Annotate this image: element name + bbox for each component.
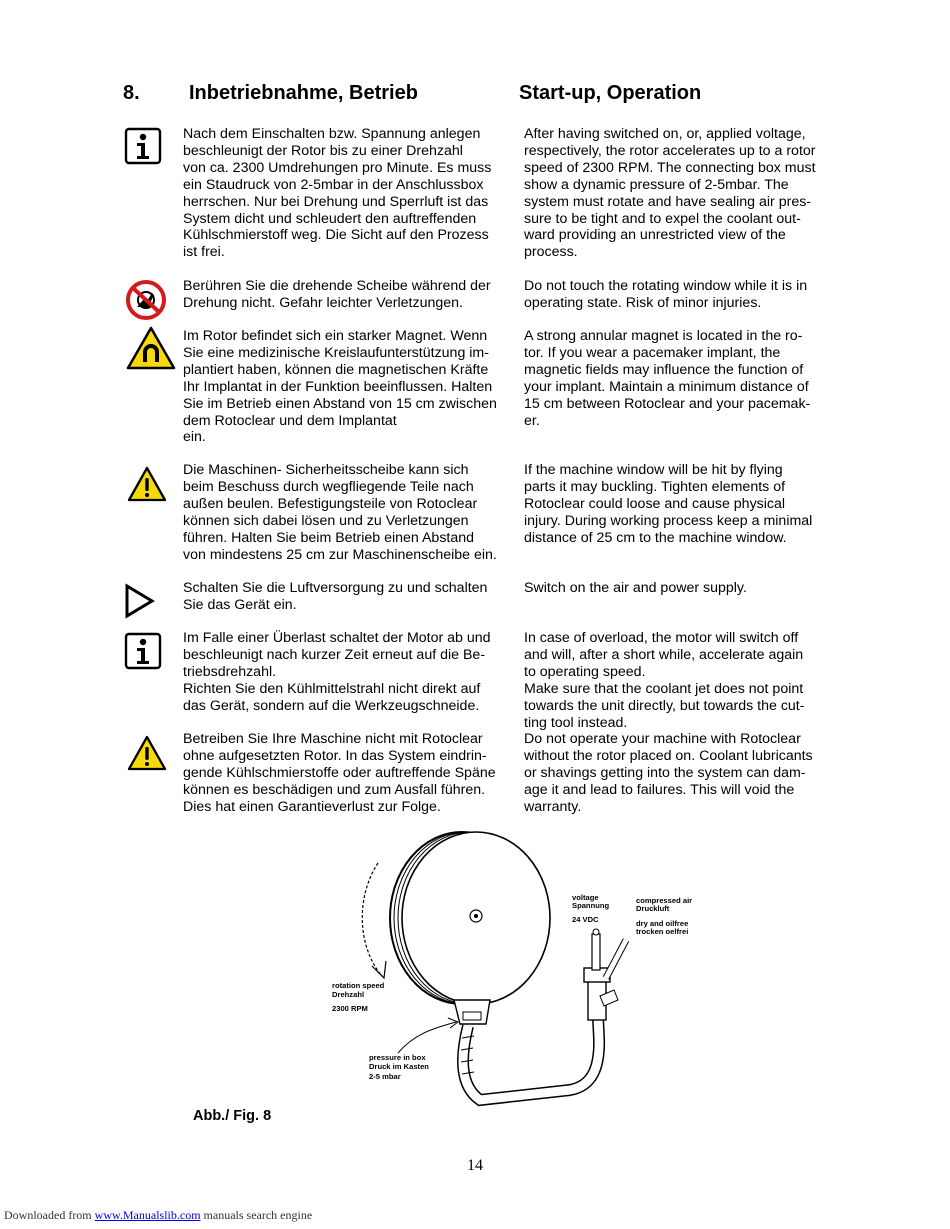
pressure-label-de: Druck im Kasten <box>369 1062 429 1071</box>
paragraph-en: A strong annular magnet is located in the ro- tor. If you wear a pacemaker implant, the magnetic fields may influence the function of your implant. Maintain a minimum distance of 15 cm between Rotoclear and your pacemak- er. <box>524 328 811 429</box>
footer-prefix: Downloaded from <box>4 1208 92 1222</box>
pressure-label-en: pressure in box <box>369 1053 426 1062</box>
paragraph-de: Im Rotor befindet sich ein starker Magnet. Wenn Sie eine medizinische Kreislaufunterstützung im- plantiert haben, können die magnetischen Kräfte Ihr Implantat in der Funktion beeinflussen. Halten Sie im Betrieb einen Abstand von 15 cm zwischen dem Rotoclear und dem Implantat ein. <box>183 328 497 446</box>
magnet-warning-icon <box>126 326 176 370</box>
no-touch-icon <box>125 279 167 321</box>
download-footer <box>4 1208 312 1223</box>
air-quality-en: dry and oilfree <box>636 919 689 928</box>
warning-icon <box>127 735 167 771</box>
air-quality-de: trocken oelfrei <box>636 927 689 936</box>
info-icon <box>124 127 162 165</box>
step-arrow-icon <box>124 583 156 619</box>
paragraph-en: Switch on the air and power supply. <box>524 580 747 596</box>
paragraph-en: After having switched on, or, applied voltage, respectively, the rotor accelerates up to a rotor speed of 2300 RPM. The connecting box must show a dynamic pressure of 2-5mbar. The system must rotate and have sealing air pres- sure to be tight and to expel the coolant out- ward providing an unrestricted view of the process. <box>524 126 816 261</box>
rotation-value: 2300 RPM <box>332 1004 368 1013</box>
section-number: 8. <box>123 82 140 104</box>
voltage-label-de: Spannung <box>572 901 610 910</box>
air-label-de: Druckluft <box>636 904 670 913</box>
section-title-de: Inbetriebnahme, Betrieb <box>189 82 418 104</box>
figure-caption: Abb./ Fig. 8 <box>193 1108 272 1124</box>
pressure-value: 2-5 mbar <box>369 1072 401 1081</box>
paragraph-en: If the machine window will be hit by flying parts it may buckling. Tighten elements of Rotoclear could loose and cause physical injury. During working process keep a minimal distance of 25 cm to the machine window. <box>524 462 813 546</box>
page-number: 14 <box>467 1157 483 1174</box>
paragraph-de: Im Falle einer Überlast schaltet der Motor ab und beschleunigt nach kurzer Zeit erneut auf die Be- triebsdrehzahl. Richten Sie den Kühlmittelstrahl nicht direkt auf das Gerät, sondern auf die Werkzeugschneide. <box>183 630 491 714</box>
rotoclear-diagram <box>320 828 720 1120</box>
paragraph-de: Betreiben Sie Ihre Maschine nicht mit Rotoclear ohne aufgesetzten Rotor. In das System eindrin- gende Kühlschmierstoffe oder auftreffende Späne können es beschädigen und zum Ausfall führen. Dies hat einen Garantieverlust zur Folge. <box>183 731 496 815</box>
voltage-value: 24 VDC <box>572 915 599 924</box>
warning-icon <box>127 466 167 502</box>
paragraph-en: Do not operate your machine with Rotoclear without the rotor placed on. Coolant lubricants or shavings getting into the system can dam- age it and lead to failures. This will void the warranty. <box>524 731 813 815</box>
voltage-label-en: voltage <box>572 893 599 902</box>
paragraph-en: Do not touch the rotating window while it is in operating state. Risk of minor injuries. <box>524 278 808 311</box>
rotation-label-de: Drehzahl <box>332 990 365 999</box>
paragraph-de: Schalten Sie die Luftversorgung zu und schalten Sie das Gerät ein. <box>183 580 488 613</box>
paragraph-de: Berühren Sie die drehende Scheibe während der Drehung nicht. Gefahr leichter Verletzungen. <box>183 278 491 311</box>
air-label-en: compressed air <box>636 896 693 905</box>
manualslib-link[interactable]: www.Manualslib.com <box>94 1208 201 1222</box>
info-icon <box>124 632 162 670</box>
paragraph-de: Nach dem Einschalten bzw. Spannung anlegen beschleunigt der Rotor bis zu einer Drehzahl von ca. 2300 Umdrehungen pro Minute. Es muss ein Staudruck von 2-5mbar in der Anschlussbox herrschen. Nur bei Drehung und Sperrluft ist das System dicht und schleudert den auftreffenden Kühlschmierstoff weg. Die Sicht auf den Prozess ist frei. <box>183 126 492 261</box>
paragraph-en: In case of overload, the motor will switch off and will, after a short while, accelerate again to operating speed. Make sure that the coolant jet does not point towards the unit directly, but towards the cut- ting tool instead. <box>524 630 805 731</box>
paragraph-de: Die Maschinen- Sicherheitsscheibe kann sich beim Beschuss durch wegfliegende Teile nach außen beulen. Befestigungsteile von Rotoclear können sich dabei lösen und zu Verletzungen führen. Halten Sie beim Betrieb einen Abstand von mindestens 25 cm zur Maschinenscheibe ein. <box>183 462 497 563</box>
rotation-label-en: rotation speed <box>332 981 385 990</box>
footer-suffix: manuals search engine <box>203 1208 313 1222</box>
section-title-en: Start-up, Operation <box>519 82 702 104</box>
